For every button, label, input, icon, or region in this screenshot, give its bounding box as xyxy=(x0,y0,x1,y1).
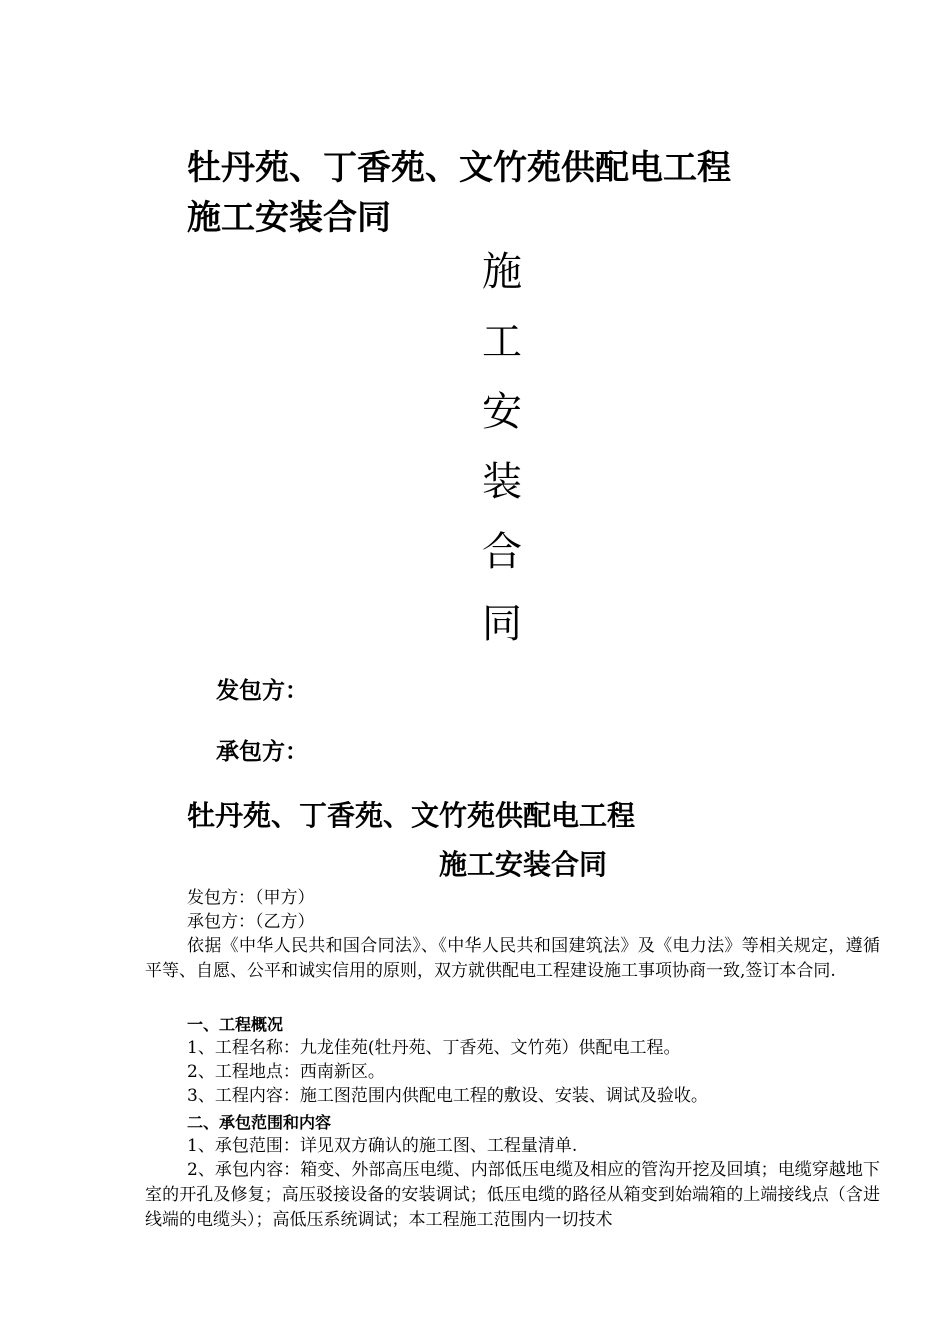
section-2-heading: 二、承包范围和内容 xyxy=(187,1113,332,1132)
vertical-char-4: 装 xyxy=(482,459,522,505)
contract-title-line1: 牡丹苑、丁香苑、文竹苑供配电工程 xyxy=(187,799,636,832)
vertical-char-3: 安 xyxy=(482,389,522,435)
vertical-char-6: 同 xyxy=(482,601,522,647)
section-1-item-2: 2、工程地点：西南新区。 xyxy=(187,1062,385,1082)
cover-party-a-label: 发包方： xyxy=(216,678,308,704)
section-1-heading: 一、工程概况 xyxy=(187,1015,284,1034)
vertical-char-2: 工 xyxy=(482,319,522,365)
intro-paragraph: 依据《中华人民共和国合同法》、《中华人民共和国建筑法》及《电力法》等相关规定，遵循平等、自愿、公平和诚实信用的原则，双方就供配电工程建设施工事项协商一致,签订本合同. xyxy=(145,936,880,981)
party-a-line: 发包方：（甲方） xyxy=(187,888,315,908)
party-b-line: 承包方：（乙方） xyxy=(187,912,315,932)
contract-title-line2: 施工安装合同 xyxy=(439,848,608,881)
cover-title-line2: 施工安装合同 xyxy=(187,198,391,238)
section-1-item-3: 3、工程内容：施工图范围内供配电工程的敷设、安装、调试及验收。 xyxy=(187,1086,708,1106)
cover-party-b-label: 承包方： xyxy=(216,739,308,765)
section-1-item-1: 1、工程名称：九龙佳苑(牡丹苑、丁香苑、文竹苑）供配电工程。 xyxy=(187,1038,681,1058)
vertical-char-5: 合 xyxy=(482,529,522,575)
vertical-char-1: 施 xyxy=(482,249,522,295)
section-2-item-1: 1、承包范围：详见双方确认的施工图、工程量清单. xyxy=(187,1136,578,1156)
section-2-item-2: 2、承包内容：箱变、外部高压电缆、内部低压电缆及相应的管沟开挖及回填；电缆穿越地下室的开孔及修复；高压驳接设备的安装调试；低压电缆的路径从箱变到始端箱的上端接线点（含进线端的电缆头）；高低压系统调试；本工程施工范围内一切技术 xyxy=(145,1160,880,1230)
cover-title-line1: 牡丹苑、丁香苑、文竹苑供配电工程 xyxy=(187,148,731,188)
